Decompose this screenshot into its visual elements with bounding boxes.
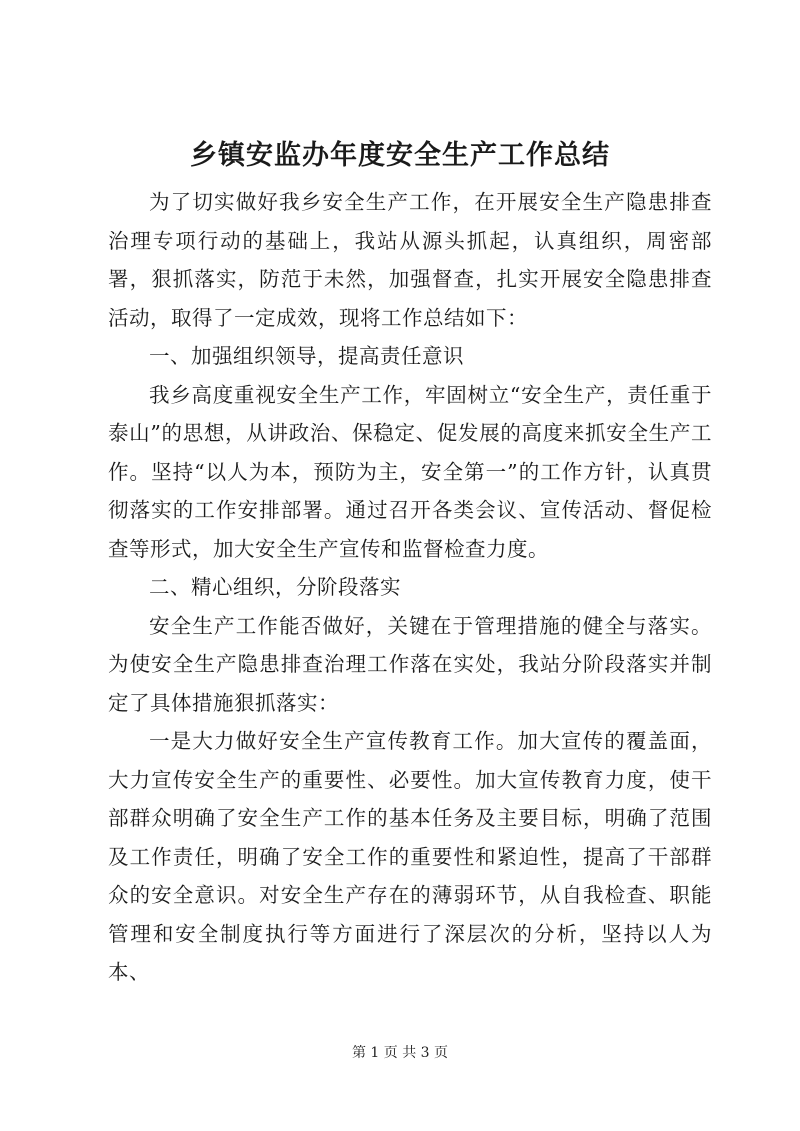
section-1-paragraph: 我乡高度重视安全生产工作，牢固树立“安全生产，责任重于泰山”的思想，从讲政治、保稳定、促发展的高度来抓安全生产工作。坚持“以人为本，预防为主，安全第一”的工作方针，认真贯彻落实的工作安排部署。通过召开各类会议、宣传活动、督促检查等形式，加大安全生产宣传和监督检查力度。 (108, 382, 712, 561)
intro-paragraph: 为了切实做好我乡安全生产工作，在开展安全生产隐患排查治理专项行动的基础上，我站从源头抓起，认真组织，周密部署，狠抓落实，防范于未然，加强督查，扎实开展安全隐患排查活动，取得了一定成效，现将工作总结如下： (108, 190, 712, 330)
section-2-paragraph: 安全生产工作能否做好，关键在于管理措施的健全与落实。为使安全生产隐患排查治理工作落在实处，我站分阶段落实并制定了具体措施狠抓落实： (108, 613, 712, 715)
section-heading-1: 一、加强组织领导，提高责任意识 (149, 344, 464, 368)
document-title: 乡镇安监办年度安全生产工作总结 (190, 140, 610, 171)
section-heading-2: 二、精心组织，分阶段落实 (149, 575, 401, 599)
page-footer: 第 1 页 共 3 页 (351, 1045, 449, 1061)
section-2-item-1-paragraph: 一是大力做好安全生产宣传教育工作。加大宣传的覆盖面，大力宣传安全生产的重要性、必要性。加大宣传教育力度，使干部群众明确了安全生产工作的基本任务及主要目标，明确了范围及工作责任，明确了安全工作的重要性和紧迫性，提高了干部群众的安全意识。对安全生产存在的薄弱环节，从自我检查、职能管理和安全制度执行等方面进行了深层次的分析，坚持以人为本、 (108, 729, 712, 984)
document-body (108, 183, 712, 992)
